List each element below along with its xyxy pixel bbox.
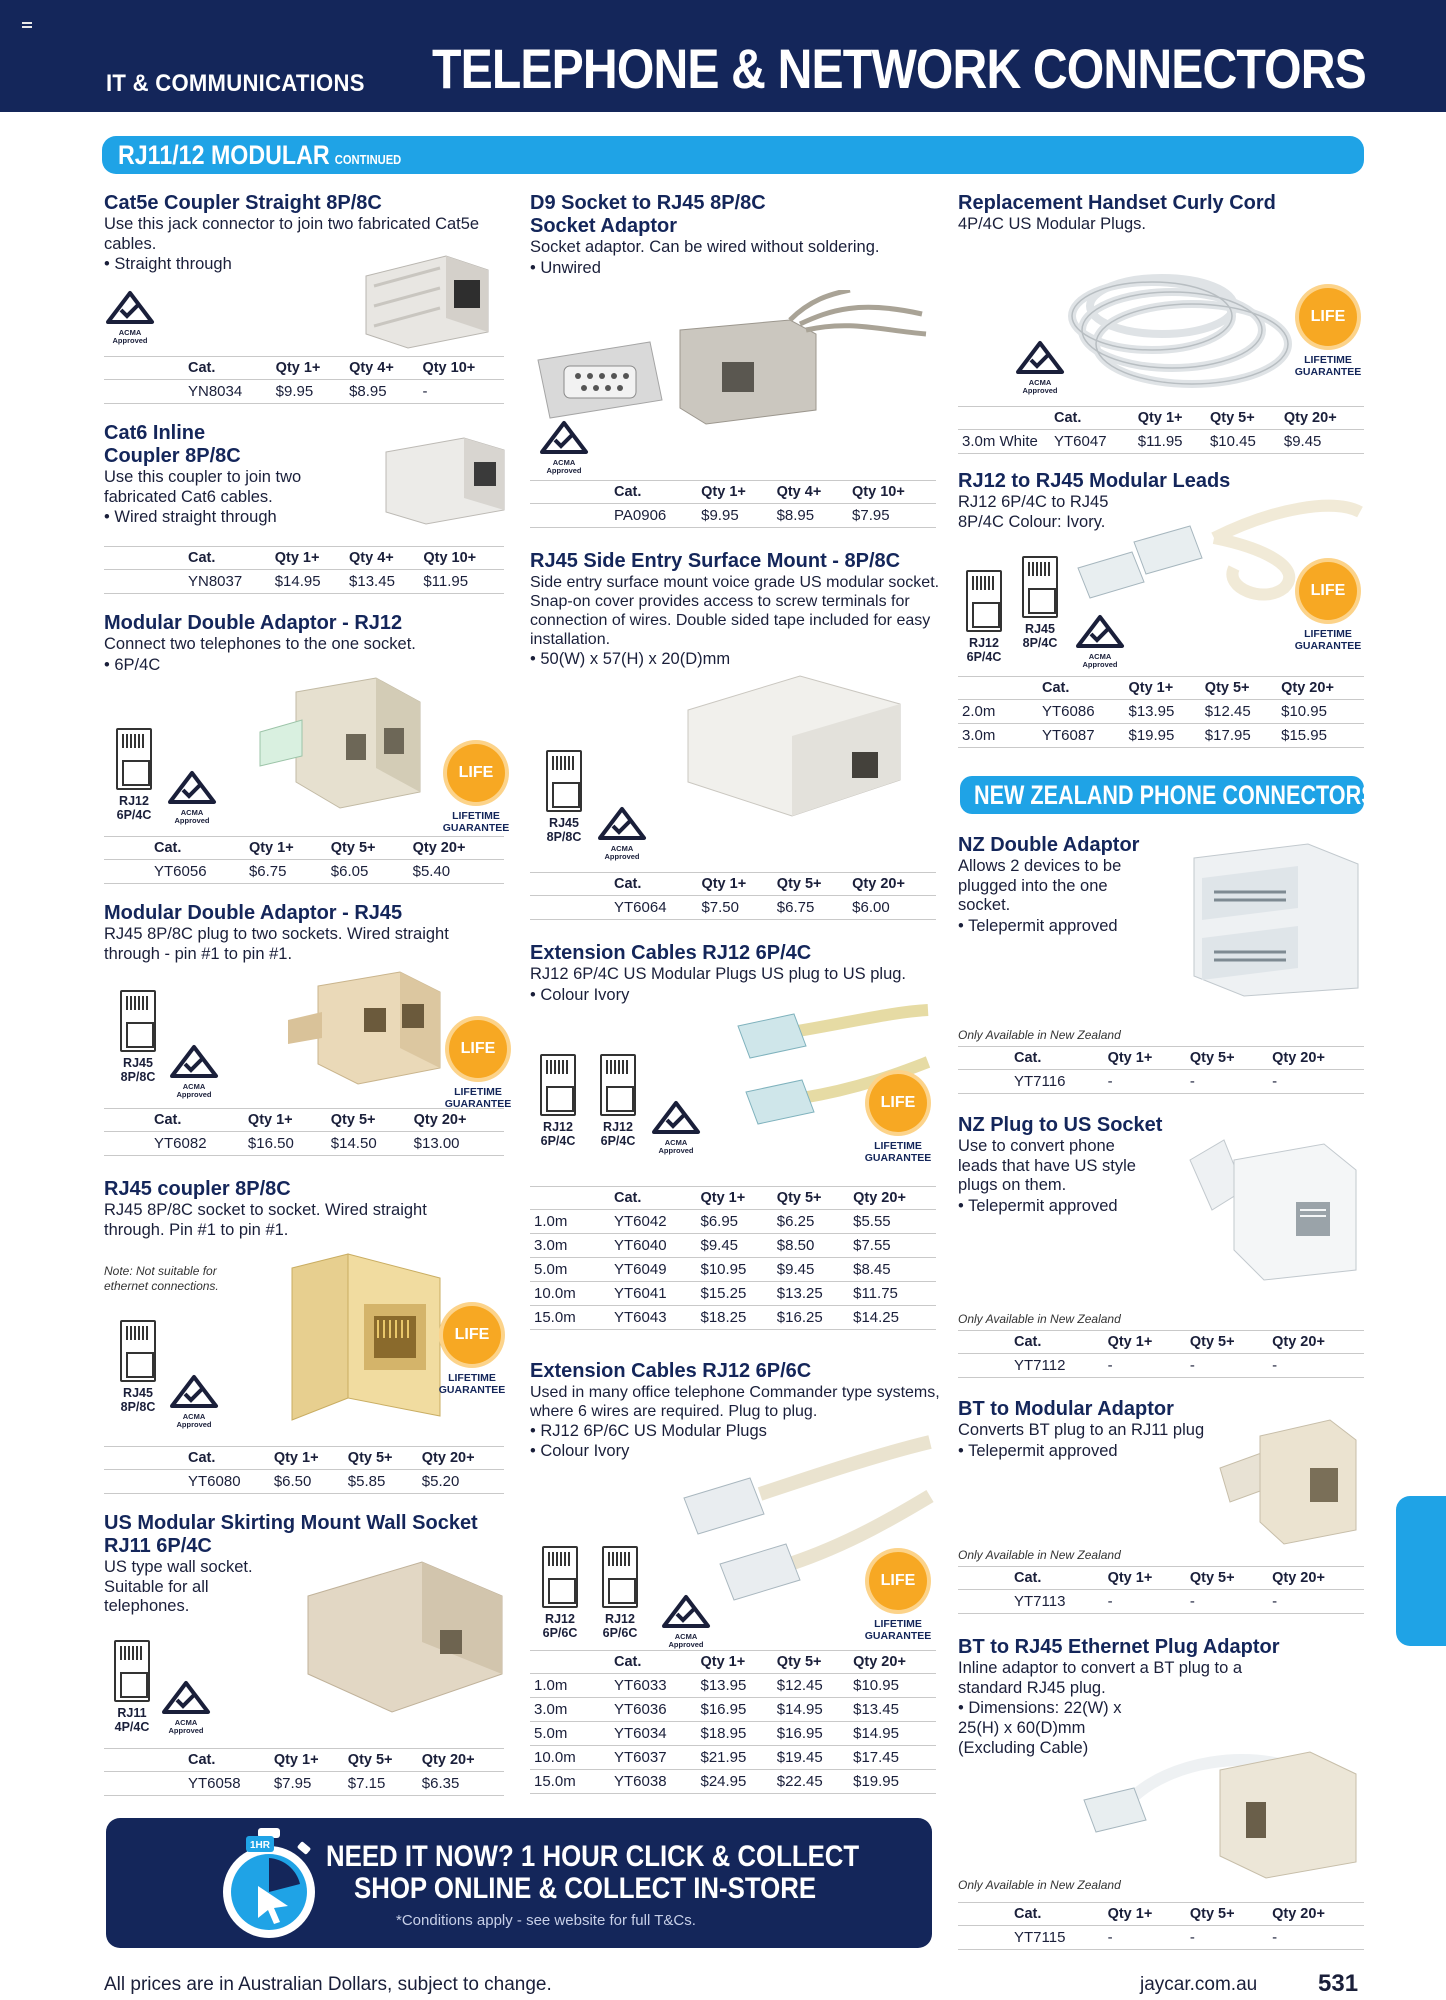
rj12-connector-icon: RJ12 6P/4C [536, 1054, 580, 1148]
nz-plug-image [1184, 1130, 1362, 1290]
acma-badge: ACMA Approved [104, 290, 156, 344]
rj12-connector-icon: RJ12 6P/4C [962, 570, 1006, 664]
price-table-nz-double: Cat. Qty 1+ Qty 5+ Qty 20+ YT7116 - - - [958, 1046, 1364, 1094]
banner-title: RJ11/12 MODULAR [118, 140, 330, 170]
acma-badge: ACMA Approved [168, 1374, 220, 1428]
table-row: 3.0m YT6087 $19.95 $17.95 $15.95 [958, 724, 1364, 748]
product-title: BT to Modular Adaptor [958, 1398, 1174, 1420]
table-row: YT6082 $16.50 $14.50 $13.00 [104, 1132, 504, 1156]
product-title: US Modular Skirting Mount Wall Socket [104, 1512, 478, 1534]
double-rj12-image [256, 672, 428, 814]
one-hour-badge: 1HR [249, 1840, 271, 1851]
table-row: 10.0m YT6037 $21.95 $19.45 $17.45 [530, 1746, 936, 1770]
rj45-coupler-image [286, 1248, 446, 1428]
page-header [0, 0, 1446, 112]
rj45-connector-icon: RJ45 8P/8C [542, 750, 586, 844]
product-description: 4P/4C US Modular Plugs. [958, 215, 1147, 233]
table-row: YT6080 $6.50 $5.85 $5.20 [104, 1470, 504, 1494]
product-feature: • Colour Ivory [530, 1441, 940, 1461]
product-title: NZ Plug to US Socket [958, 1114, 1163, 1136]
rj45-surface-image [682, 670, 906, 820]
click-collect-conditions: *Conditions apply - see website for full T&Cs. [396, 1912, 696, 1929]
table-row: YN8037 $14.95 $13.45 $11.95 [104, 570, 504, 594]
availability-note: Only Available in New Zealand [958, 1548, 1121, 1562]
acma-badge: ACMA Approved [166, 770, 218, 824]
product-feature: • Telepermit approved [958, 1441, 1358, 1461]
product-double-rj45 [104, 902, 504, 964]
click-collect-headline: NEED IT NOW? 1 HOUR CLICK & COLLECT [326, 1840, 860, 1873]
lifetime-guarantee-badge: LIFE LIFETIME GUARANTEE [860, 1074, 936, 1164]
rj11-banner [102, 136, 1364, 174]
cat5e-coupler-image [356, 246, 494, 350]
rj45-connector-icon: RJ45 8P/4C [1018, 556, 1062, 650]
table-row: 1.0m YT6033 $13.95 $12.45 $10.95 [530, 1674, 936, 1698]
lifetime-guarantee-badge: LIFE LIFETIME GUARANTEE [438, 744, 514, 834]
acma-badge: ACMA Approved [660, 1594, 712, 1648]
product-feature: • 50(W) x 57(H) x 20(D)mm [530, 649, 940, 669]
page-title: TELEPHONE & NETWORK CONNECTORS [432, 37, 1366, 100]
rj45-connector-icon: RJ45 8P/8C [116, 1320, 160, 1414]
product-title-line2: RJ11 6P/4C [104, 1535, 212, 1557]
table-row: 1.0m YT6042 $6.95 $6.25 $5.55 [530, 1210, 936, 1234]
section-side-tab[interactable] [1396, 1496, 1446, 1646]
price-table-ext-6p4c: Cat. Qty 1+ Qty 5+ Qty 20+ 1.0m YT6042 $6.95 $6.25 $5.55 3.0m YT6040 $9.45 $8.50 $7.55 5.0m YT6049 $10.95 $9.45 $8.45 10.0m YT6041 $15.25 $13.25 $11.75 15.0m YT6043 $18.25 $16.25 $14.25 [530, 1186, 936, 1330]
stopwatch-icon [218, 1826, 320, 1944]
product-feature: • Unwired [530, 258, 940, 278]
bt-rj45-image [1070, 1730, 1362, 1880]
acma-badge: ACMA Approved [168, 1044, 220, 1098]
product-description: RJ45 8P/8C plug to two sockets. Wired straight through - pin #1 to pin #1. [104, 925, 449, 963]
table-row: 5.0m YT6049 $10.95 $9.45 $8.45 [530, 1258, 936, 1282]
menu-icon [22, 22, 32, 28]
price-table-rj45-surface: Cat. Qty 1+ Qty 5+ Qty 20+ YT6064 $7.50 $6.75 $6.00 [530, 872, 936, 920]
product-feature: • Dimensions: 22(W) x 25(H) x 60(D)mm (Excluding Cable) [958, 1698, 1158, 1758]
lifetime-guarantee-badge: LIFE LIFETIME GUARANTEE [440, 1020, 516, 1110]
product-description: Connect two telephones to the one socket. [104, 635, 416, 653]
table-row: 3.0m YT6036 $16.95 $14.95 $13.45 [530, 1698, 936, 1722]
table-row: 3.0m YT6040 $9.45 $8.50 $7.55 [530, 1234, 936, 1258]
product-feature: • RJ12 6P/6C US Modular Plugs [530, 1421, 940, 1441]
bt-modular-image [1214, 1412, 1362, 1552]
acma-badge: ACMA Approved [650, 1100, 702, 1154]
table-row: 15.0m YT6043 $18.25 $16.25 $14.25 [530, 1306, 936, 1330]
price-table-nz-plug: Cat. Qty 1+ Qty 5+ Qty 20+ YT7112 - - - [958, 1330, 1364, 1378]
product-rj45-coupler [104, 1178, 504, 1240]
product-title: Modular Double Adaptor - RJ12 [104, 612, 403, 634]
table-row: YT6064 $7.50 $6.75 $6.00 [530, 896, 936, 920]
page-number: 531 [1318, 1970, 1359, 1997]
product-curly-cord [958, 192, 1358, 235]
banner-title: NEW ZEALAND PHONE CONNECTORS [974, 780, 1376, 810]
table-row: YT7116 - - - [958, 1070, 1364, 1094]
product-description: RJ12 6P/4C to RJ45 8P/4C Colour: Ivory. [958, 493, 1109, 531]
product-title: NZ Double Adaptor [958, 834, 1140, 856]
rj45-connector-icon: RJ45 8P/8C [116, 990, 160, 1084]
table-row: 3.0m White YT6047 $11.95 $10.45 $9.45 [958, 430, 1364, 454]
availability-note: Only Available in New Zealand [958, 1878, 1121, 1892]
product-title: RJ45 coupler 8P/8C [104, 1178, 291, 1200]
product-feature: • Straight through [104, 254, 504, 274]
product-title: BT to RJ45 Ethernet Plug Adaptor [958, 1636, 1280, 1658]
price-table-bt-rj45: Cat. Qty 1+ Qty 5+ Qty 20+ YT7115 - - - [958, 1902, 1364, 1950]
rj12-connector-icon: RJ12 6P/6C [598, 1546, 642, 1640]
product-description: Used in many office telephone Commander type systems, where 6 wires are required. Plug to plug. [530, 1384, 940, 1420]
product-title: Replacement Handset Curly Cord [958, 192, 1276, 214]
table-row: YT6058 $7.95 $7.15 $6.35 [104, 1772, 504, 1796]
table-row: YT6056 $6.75 $6.05 $5.40 [104, 860, 504, 884]
table-row: YN8034 $9.95 $8.95 - [104, 380, 504, 404]
price-table-cat6: Cat. Qty 1+ Qty 4+ Qty 10+ YN8037 $14.95 $13.45 $11.95 [104, 546, 504, 594]
product-title: RJ12 to RJ45 Modular Leads [958, 470, 1231, 492]
table-row: YT7113 - - - [958, 1590, 1364, 1614]
product-description: Side entry surface mount voice grade US modular socket. Snap-on cover provides access to screw terminals for connection of wires. Double sided tape included for easy installation. [530, 574, 940, 648]
price-table-d9: Cat. Qty 1+ Qty 4+ Qty 10+ PA0906 $9.95 $8.95 $7.95 [530, 480, 936, 528]
product-feature: • Telepermit approved [958, 1196, 1358, 1216]
acma-badge: ACMA Approved [1074, 614, 1126, 668]
product-description: Use to convert phone leads that have US style plugs on them. [958, 1137, 1136, 1194]
click-collect-subline: SHOP ONLINE & COLLECT IN-STORE [354, 1872, 817, 1905]
banner-subtitle: CONTINUED [334, 152, 402, 167]
rj12-connector-icon: RJ12 6P/4C [112, 728, 156, 822]
product-double-rj12 [104, 612, 504, 675]
product-description: US type wall socket. Suitable for all telephones. [104, 1558, 253, 1615]
product-title-line2: Coupler 8P/8C [104, 445, 241, 467]
rj12-connector-icon: RJ12 6P/4C [596, 1054, 640, 1148]
product-title: Extension Cables RJ12 6P/4C [530, 942, 812, 964]
product-description: Use this jack connector to join two fabricated Cat5e cables. [104, 215, 480, 253]
price-table-ext-6p6c: Cat. Qty 1+ Qty 5+ Qty 20+ 1.0m YT6033 $13.95 $12.45 $10.95 3.0m YT6036 $16.95 $14.95 $13.45 5.0m YT6034 $18.95 $16.95 $14.95 10.0m YT6037 $21.95 $19.45 $17.45 15.0m YT6038 $24.95 $22.45 $19.95 [530, 1650, 936, 1794]
product-title: Cat6 Inline [104, 422, 206, 444]
price-table-curly-cord: Cat. Qty 1+ Qty 5+ Qty 20+ 3.0m White YT6047 $11.95 $10.45 $9.45 [958, 406, 1364, 454]
section-title: IT & COMMUNICATIONS [106, 70, 365, 97]
product-title: Modular Double Adaptor - RJ45 [104, 902, 403, 924]
table-row: 10.0m YT6041 $15.25 $13.25 $11.75 [530, 1282, 936, 1306]
nz-banner [960, 776, 1376, 814]
table-row: 2.0m YT6086 $13.95 $12.45 $10.95 [958, 700, 1364, 724]
product-description: RJ12 6P/4C US Modular Plugs US plug to US plug. [530, 965, 907, 983]
product-title-line2: Socket Adaptor [530, 215, 678, 237]
lifetime-guarantee-badge: LIFE LIFETIME GUARANTEE [1290, 562, 1366, 652]
rj12-connector-icon: RJ12 6P/6C [538, 1546, 582, 1640]
d9-socket-image [530, 290, 934, 430]
availability-note: Only Available in New Zealand [958, 1028, 1121, 1042]
rj11-connector-icon: RJ11 4P/4C [110, 1640, 154, 1734]
product-feature: • 6P/4C [104, 655, 504, 675]
table-row: PA0906 $9.95 $8.95 $7.95 [530, 504, 936, 528]
product-description: RJ45 8P/8C socket to socket. Wired straight through. Pin #1 to pin #1. [104, 1201, 427, 1239]
product-ext-6p4c [530, 942, 940, 1005]
lifetime-guarantee-badge: LIFE LIFETIME GUARANTEE [434, 1306, 510, 1396]
product-feature: • Telepermit approved [958, 916, 1358, 936]
product-note: Note: Not suitable for ethernet connections. [104, 1264, 219, 1293]
double-rj45-image [288, 964, 448, 1094]
nz-double-image [1188, 838, 1366, 998]
product-feature: • Wired straight through [104, 507, 504, 527]
product-feature: • Colour Ivory [530, 985, 940, 1005]
price-table-cat5e: Cat. Qty 1+ Qty 4+ Qty 10+ YN8034 $9.95 $8.95 - [104, 356, 504, 404]
cat6-coupler-image [380, 432, 510, 528]
product-title: Extension Cables RJ12 6P/6C [530, 1360, 812, 1382]
price-table-bt-modular: Cat. Qty 1+ Qty 5+ Qty 20+ YT7113 - - - [958, 1566, 1364, 1614]
product-description: Socket adaptor. Can be wired without soldering. [530, 238, 880, 256]
price-table-rj45-coupler: Cat. Qty 1+ Qty 5+ Qty 20+ YT6080 $6.50 $5.85 $5.20 [104, 1446, 504, 1494]
table-row: 15.0m YT6038 $24.95 $22.45 $19.95 [530, 1770, 936, 1794]
lifetime-guarantee-badge: LIFE LIFETIME GUARANTEE [860, 1552, 936, 1642]
product-title: RJ45 Side Entry Surface Mount - 8P/8C [530, 550, 901, 572]
price-disclaimer: All prices are in Australian Dollars, subject to change. [104, 1974, 552, 1995]
product-description: Allows 2 devices to be plugged into the one socket. [958, 857, 1122, 914]
acma-badge: ACMA Approved [160, 1680, 212, 1734]
curly-cord-image [1062, 246, 1308, 394]
product-title: Cat5e Coupler Straight 8P/8C [104, 192, 382, 214]
price-table-double-rj12: Cat. Qty 1+ Qty 5+ Qty 20+ YT6056 $6.75 $6.05 $5.40 [104, 836, 504, 884]
price-table-skirting: Cat. Qty 1+ Qty 5+ Qty 20+ YT6058 $7.95 $7.15 $6.35 [104, 1748, 504, 1796]
acma-badge: ACMA Approved [538, 420, 590, 474]
product-d9-socket [530, 192, 940, 278]
product-description: Use this coupler to join two fabricated Cat6 cables. [104, 468, 302, 506]
price-table-double-rj45: Cat. Qty 1+ Qty 5+ Qty 20+ YT6082 $16.50 $14.50 $13.00 [104, 1108, 504, 1156]
product-description: Inline adaptor to convert a BT plug to a standard RJ45 plug. [958, 1659, 1243, 1697]
acma-badge: ACMA Approved [596, 806, 648, 860]
acma-badge: ACMA Approved [1014, 340, 1066, 394]
product-description: Converts BT plug to an RJ11 plug [958, 1421, 1205, 1439]
table-row: YT7112 - - - [958, 1354, 1364, 1378]
lifetime-guarantee-badge: LIFE LIFETIME GUARANTEE [1290, 288, 1366, 378]
availability-note: Only Available in New Zealand [958, 1312, 1121, 1326]
product-title: D9 Socket to RJ45 8P/8C [530, 192, 766, 214]
price-table-rj12-rj45-leads: Cat. Qty 1+ Qty 5+ Qty 20+ 2.0m YT6086 $13.95 $12.45 $10.95 3.0m YT6087 $19.95 $17.95 $15.95 [958, 676, 1364, 748]
product-rj45-surface [530, 550, 940, 669]
table-row: YT7115 - - - [958, 1926, 1364, 1950]
website-link[interactable]: jaycar.com.au [1140, 1974, 1258, 1995]
skirting-socket-image [302, 1556, 508, 1718]
table-row: 5.0m YT6034 $18.95 $16.95 $14.95 [530, 1722, 936, 1746]
